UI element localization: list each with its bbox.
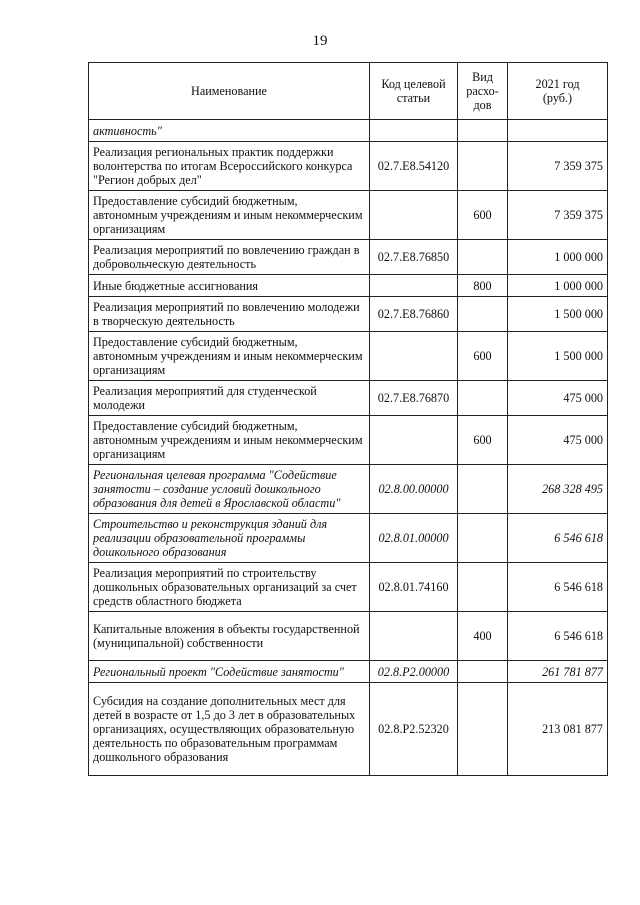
cell-kind — [458, 661, 508, 683]
cell-code: 02.8.Р2.00000 — [370, 661, 458, 683]
cell-amount — [508, 120, 608, 142]
cell-kind — [458, 240, 508, 275]
cell-kind: 400 — [458, 612, 508, 661]
table-row — [89, 465, 608, 514]
cell-kind: 600 — [458, 191, 508, 240]
cell-name: Субсидия на создание дополнительных мест для детей в возрасте от 1,5 до 3 лет в образовательных организациях, осуществляющих образовательную деятельность по образовательным программам дошкольного образования — [89, 683, 370, 776]
header-kind — [458, 63, 508, 120]
cell-code — [370, 275, 458, 297]
cell-kind: 600 — [458, 416, 508, 465]
cell-name: Реализация мероприятий по вовлечению граждан в добровольческую деятельность — [89, 240, 370, 275]
cell-code: 02.8.01.00000 — [370, 514, 458, 563]
cell-name: Региональный проект "Содействие занятости" — [89, 661, 370, 683]
cell-code — [370, 612, 458, 661]
cell-kind — [458, 297, 508, 332]
cell-amount: 261 781 877 — [508, 661, 608, 683]
table-row — [89, 142, 608, 191]
header-code-line: Код целевой — [381, 77, 446, 91]
page-number: 19 — [312, 33, 328, 49]
table-row — [89, 661, 608, 683]
cell-name: Иные бюджетные ассигнования — [89, 275, 370, 297]
table-row — [89, 191, 608, 240]
header-kind-line: Вид — [472, 70, 493, 84]
cell-amount: 6 546 618 — [508, 612, 608, 661]
table-row — [89, 297, 608, 332]
table-row — [89, 332, 608, 381]
cell-amount: 475 000 — [508, 416, 608, 465]
header-kind-line: расхо- — [466, 84, 499, 98]
cell-name: Предоставление субсидий бюджетным, автономным учреждениям и иным некоммерческим организациям — [89, 416, 370, 465]
cell-code: 02.7.Е8.54120 — [370, 142, 458, 191]
table-body — [89, 120, 608, 776]
cell-name: активность" — [89, 120, 370, 142]
header-kind-line: дов — [473, 98, 492, 112]
cell-kind — [458, 563, 508, 612]
table-row — [89, 381, 608, 416]
table-header-row — [89, 63, 608, 120]
header-code — [370, 63, 458, 120]
cell-amount: 6 546 618 — [508, 514, 608, 563]
table-row — [89, 240, 608, 275]
cell-kind — [458, 514, 508, 563]
cell-kind — [458, 683, 508, 776]
cell-kind — [458, 381, 508, 416]
cell-name: Предоставление субсидий бюджетным, автономным учреждениям и иным некоммерческим организациям — [89, 191, 370, 240]
cell-name: Реализация региональных практик поддержки волонтерства по итогам Всероссийского конкурса "Регион добрых дел" — [89, 142, 370, 191]
header-name: Наименование — [89, 63, 370, 120]
cell-code: 02.8.00.00000 — [370, 465, 458, 514]
cell-kind — [458, 120, 508, 142]
cell-name: Реализация мероприятий по вовлечению молодежи в творческую деятельность — [89, 297, 370, 332]
cell-kind: 600 — [458, 332, 508, 381]
cell-amount: 1 500 000 — [508, 297, 608, 332]
cell-amount: 7 359 375 — [508, 191, 608, 240]
cell-name: Строительство и реконструкция зданий для реализации образовательной программы дошкольного образования — [89, 514, 370, 563]
cell-kind — [458, 142, 508, 191]
cell-code: 02.8.Р2.52320 — [370, 683, 458, 776]
cell-name: Реализация мероприятий по строительству дошкольных образовательных организаций за счет средств областного бюджета — [89, 563, 370, 612]
table-row — [89, 275, 608, 297]
cell-amount: 1 500 000 — [508, 332, 608, 381]
cell-code — [370, 416, 458, 465]
cell-amount: 475 000 — [508, 381, 608, 416]
header-amount-line: (руб.) — [542, 91, 573, 105]
cell-code — [370, 120, 458, 142]
cell-code — [370, 332, 458, 381]
cell-name: Капитальные вложения в объекты государственной (муниципальной) собственности — [89, 612, 370, 661]
cell-code: 02.7.Е8.76850 — [370, 240, 458, 275]
table-row — [89, 120, 608, 142]
cell-code: 02.7.Е8.76870 — [370, 381, 458, 416]
budget-table — [88, 62, 608, 776]
cell-code — [370, 191, 458, 240]
header-code-line: статьи — [396, 91, 431, 105]
cell-kind — [458, 465, 508, 514]
cell-amount: 6 546 618 — [508, 563, 608, 612]
table-row — [89, 563, 608, 612]
table-row — [89, 416, 608, 465]
table-row — [89, 612, 608, 661]
header-amount — [508, 63, 608, 120]
cell-name: Реализация мероприятий для студенческой молодежи — [89, 381, 370, 416]
table-row — [89, 683, 608, 776]
cell-amount: 268 328 495 — [508, 465, 608, 514]
cell-name: Предоставление субсидий бюджетным, автономным учреждениям и иным некоммерческим организациям — [89, 332, 370, 381]
header-amount-line: 2021 год — [535, 77, 580, 91]
cell-kind: 800 — [458, 275, 508, 297]
cell-code: 02.8.01.74160 — [370, 563, 458, 612]
cell-amount: 213 081 877 — [508, 683, 608, 776]
table-row — [89, 514, 608, 563]
cell-code: 02.7.Е8.76860 — [370, 297, 458, 332]
cell-name: Региональная целевая программа "Содействие занятости – создание условий дошкольного образования для детей в Ярославской области" — [89, 465, 370, 514]
cell-amount: 7 359 375 — [508, 142, 608, 191]
cell-amount: 1 000 000 — [508, 240, 608, 275]
cell-amount: 1 000 000 — [508, 275, 608, 297]
